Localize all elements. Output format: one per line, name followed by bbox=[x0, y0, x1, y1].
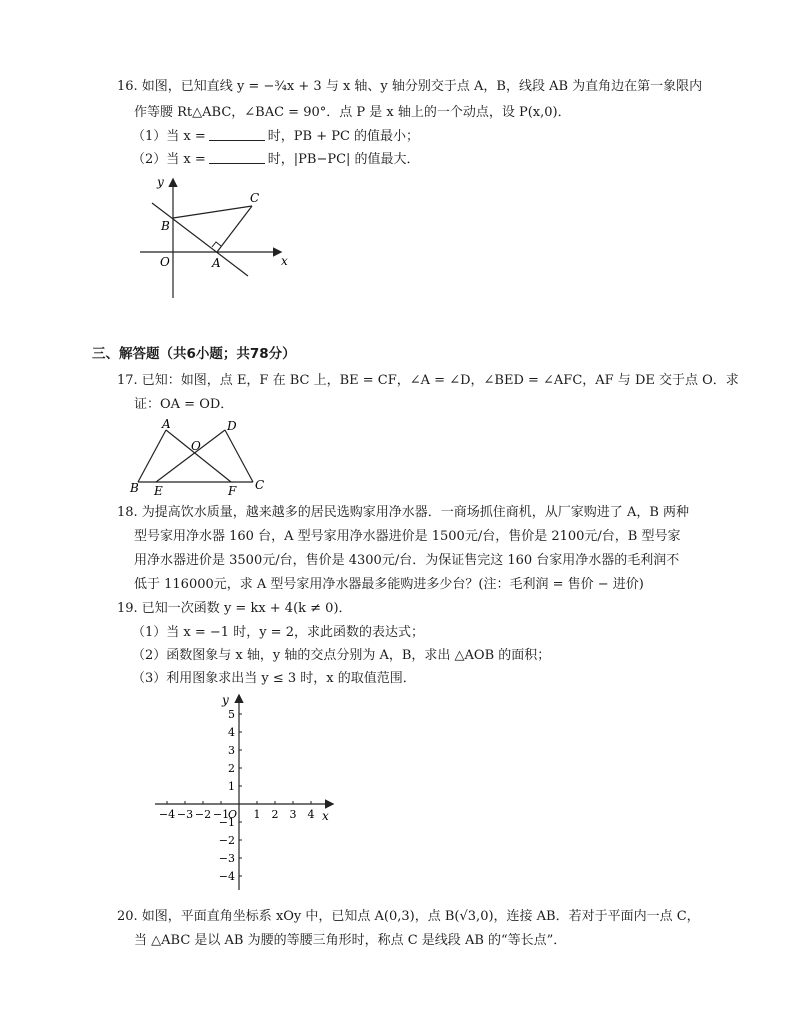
q17-label-d: D bbox=[227, 419, 237, 433]
q19-sub3: （3）利用图象求出当 y ≤ 3 时，x 的取值范围． bbox=[132, 671, 416, 686]
q19-sub1: （1）当 x = −1 时，y = 2，求此函数的表达式； bbox=[132, 625, 424, 640]
q16-label-y: y bbox=[157, 175, 164, 189]
q17-segment-ba bbox=[138, 430, 166, 482]
q17-segment-af bbox=[166, 430, 231, 482]
q19-x-tick-label: −3 bbox=[176, 808, 194, 821]
q16-text-line1: 16. 如图，已知直线 y = −¾x + 3 与 x 轴、y 轴分别交于点 A，B，线段 AB 为直角边在第一象限内 bbox=[117, 79, 703, 94]
q18-text-line4: 低于 116000元，求 A 型号家用净水器最多能购进多少台？(注：毛利润 = 售价 − 进价) bbox=[134, 577, 644, 592]
q16-sub2-prefix: （2）当 x = bbox=[132, 152, 206, 167]
q19-y-label: y bbox=[222, 693, 229, 707]
q19-y-tick-label: 3 bbox=[228, 744, 235, 757]
q19-x-label: x bbox=[322, 809, 329, 823]
q20-text-line1: 20. 如图，平面直角坐标系 xOy 中，已知点 A(0,3)，点 B(√3,0)，连接 AB．若对于平面内一点 C， bbox=[117, 909, 700, 924]
q19-sub2: （2）函数图象与 x 轴，y 轴的交点分别为 A，B，求出 △AOB 的面积； bbox=[132, 648, 551, 663]
q18-text-line1: 18. 为提高饮水质量，越来越多的居民选购家用净水器．一商场抓住商机，从厂家购进了 A，B 两种 bbox=[117, 505, 690, 520]
q16-sub1-prefix: （1）当 x = bbox=[132, 129, 206, 144]
q16-segment-ca bbox=[217, 206, 252, 252]
q16-sub1 bbox=[132, 128, 419, 146]
q19-x-tick-label: −2 bbox=[194, 808, 212, 821]
q19-y-tick-label: 2 bbox=[228, 762, 235, 775]
q16-sub2 bbox=[132, 151, 420, 169]
q17-text-line1: 17. 已知：如图，点 E，F 在 BC 上，BE = CF，∠A = ∠D，∠BED = ∠AFC，AF 与 DE 交于点 O．求 bbox=[117, 373, 739, 388]
q19-y-tick-label: −3 bbox=[218, 852, 235, 865]
q19-coordinate-grid bbox=[150, 690, 340, 890]
q16-right-angle-mark bbox=[212, 242, 221, 247]
q17-label-a: A bbox=[162, 418, 171, 431]
q16-figure bbox=[130, 170, 300, 305]
q16-label-b: B bbox=[161, 219, 170, 233]
q20-text-line2: 当 △ABC 是以 AB 为腰的等腰三角形时，称点 C 是线段 AB 的“等长点”． bbox=[134, 933, 567, 948]
q17-segment-dc bbox=[225, 430, 253, 482]
q19-y-tick-label: −4 bbox=[218, 870, 235, 883]
q16-sub1-suffix: 时，PB + PC 的值最小； bbox=[267, 129, 420, 144]
q19-x-tick-label: 1 bbox=[253, 808, 261, 821]
q17-figure bbox=[128, 418, 268, 498]
q19-y-tick-label: 5 bbox=[228, 708, 235, 721]
q16-answer-blank-2[interactable] bbox=[209, 151, 265, 164]
section-3-title: 三、解答题（共6小题；共78分） bbox=[92, 346, 296, 362]
q16-label-o: O bbox=[160, 255, 170, 269]
q18-text-line2: 型号家用净水器 160 台，A 型号家用净水器进价是 1500元/台，售价是 2100元/台，B 型号家 bbox=[134, 529, 681, 544]
q17-label-o: O bbox=[191, 439, 201, 453]
q17-label-e: E bbox=[154, 484, 163, 498]
q19-x-tick-label: 4 bbox=[307, 808, 315, 821]
q16-text-line2: 作等腰 Rt△ABC，∠BAC = 90°．点 P 是 x 轴上的一个动点，设 P(x,0)． bbox=[134, 105, 571, 120]
q19-y-tick-label: 4 bbox=[228, 726, 235, 739]
q16-segment-bc bbox=[173, 206, 252, 218]
q17-text-line2: 证：OA = OD． bbox=[134, 397, 234, 412]
q17-label-f: F bbox=[228, 484, 237, 498]
q16-sub2-suffix: 时，|PB−PC| 的值最大． bbox=[267, 152, 420, 167]
q16-label-x: x bbox=[281, 254, 288, 268]
q19-x-tick-label: 3 bbox=[289, 808, 297, 821]
q18-text-line3: 用净水器进价是 3500元/台，售价是 4300元/台．为保证售完这 160 台家用净水器的毛利润不 bbox=[134, 553, 680, 568]
q19-x-tick-label: 2 bbox=[271, 808, 279, 821]
q19-y-tick-label: −2 bbox=[218, 834, 235, 847]
q19-text-line1: 19. 已知一次函数 y = kx + 4(k ≠ 0)． bbox=[117, 601, 352, 616]
q19-origin-label: O bbox=[228, 808, 238, 821]
q16-label-a: A bbox=[212, 256, 221, 270]
q19-x-tick-label: −1 bbox=[212, 808, 230, 821]
q19-y-tick-label: 1 bbox=[228, 780, 235, 793]
q17-segment-ed bbox=[156, 430, 225, 482]
q16-answer-blank-1[interactable] bbox=[209, 128, 265, 141]
q17-label-c: C bbox=[255, 478, 265, 492]
q19-y-tick-label: −1 bbox=[218, 816, 235, 829]
q17-label-b: B bbox=[130, 481, 139, 495]
q16-label-c: C bbox=[250, 191, 260, 205]
q19-x-tick-label: −4 bbox=[158, 808, 176, 821]
